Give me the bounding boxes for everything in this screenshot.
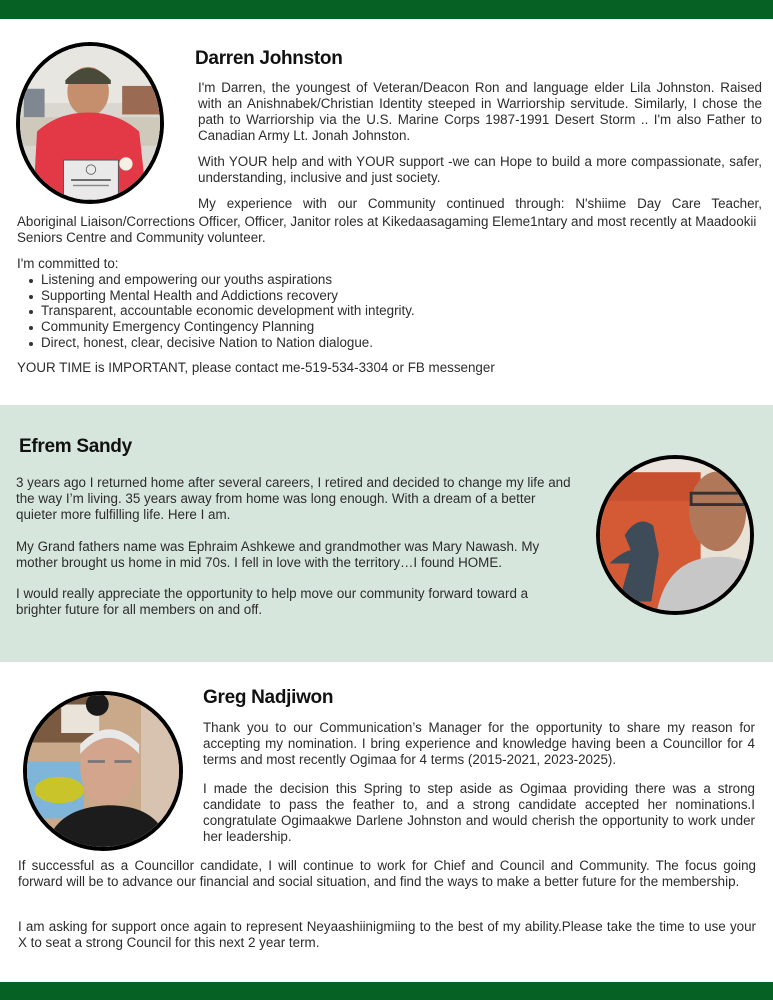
- candidate-name: Greg Nadjiwon: [203, 687, 334, 708]
- candidate-bio-paragraph: I would really appreciate the opportunity to help move our community forward toward a brighter future for all members on and off.: [16, 586, 529, 617]
- list-item: Supporting Mental Health and Addictions recovery: [17, 288, 617, 304]
- commitments-heading: I'm committed to:: [17, 256, 119, 271]
- candidate-section-efrem-sandy: [0, 405, 773, 662]
- top-banner-bar: [0, 0, 773, 19]
- candidate-photo-efrem-sandy: [596, 455, 754, 615]
- candidate-name: Efrem Sandy: [19, 436, 132, 457]
- portrait-image: [600, 459, 750, 611]
- contact-line: YOUR TIME is IMPORTANT, please contact me-519-534-3304 or FB messenger: [17, 360, 495, 375]
- candidate-bio-paragraph: If successful as a Councillor candidate, I will continue to work for Chief and Council and Community. The focus going forward will be to advance our financial and social situation, and find the ways to make a better future for the membership.: [18, 858, 756, 889]
- commitments-list: [17, 272, 617, 351]
- candidate-bio-paragraph: My Grand fathers name was Ephraim Ashkewe and grandmother was Mary Nawash. My mother brought us home in mid 70s. I fell in love with the territory…I found HOME.: [16, 539, 540, 570]
- candidate-bio-paragraph: With YOUR help and with YOUR support -we can Hope to build a more compassionate, safer, understanding, inclusive and just society.: [198, 154, 762, 185]
- candidate-bio-paragraph: Thank you to our Communication’s Manager for the opportunity to share my reason for accepting my nomination. I bring experience and knowledge having been a Councillor for 4 terms and most recently Ogimaa for 4 terms (2015-2021, 2023-2025).: [203, 720, 755, 767]
- candidate-photo-darren-johnston: [16, 42, 164, 204]
- candidate-bio-paragraph: I made the decision this Spring to step aside as Ogimaa providing there was a strong candidate to pass the feather to, and a strong candidate accepted her nominations.I congratulate Ogimaakwe Darlene Johnston and would cherish the opportunity to work under her leadership.: [203, 781, 755, 844]
- candidate-photo-greg-nadjiwon: [23, 691, 183, 851]
- candidate-bio-paragraph: I'm Darren, the youngest of Veteran/Deacon Ron and language elder Lila Johnston. Raised with an Anishnabek/Christian Identity steeped in Warriorship servitude. Similarly, I chose the path to Warriorship via the U.S. Marine Corps 1987-1991 Desert Storm .. I'm also Father to Canadian Army Lt. Jonah Johnston.: [198, 80, 762, 143]
- candidate-bio-paragraph: I am asking for support once again to represent Neyaashiinigmiing to the best of my ability.Please take the time to use your X to seat a strong Council for this next 2 year term.: [18, 919, 756, 950]
- candidate-section-darren-johnston: [0, 19, 773, 405]
- bottom-banner-bar: [0, 982, 773, 1000]
- candidate-bio-paragraph: 3 years ago I returned home after several careers, I retired and decided to change my life and the way I’m living. 35 years away from home was long enough. With a dream of a better quieter more fulfilling life. Here I am.: [16, 475, 571, 522]
- candidate-bio-paragraph: My experience with our Community continued through: N'shiime Day Care Teacher,: [198, 196, 762, 211]
- candidate-section-greg-nadjiwon: [0, 662, 773, 982]
- list-item: Transparent, accountable economic development with integrity.: [17, 303, 617, 319]
- candidate-name: Darren Johnston: [195, 48, 343, 69]
- candidate-bio-paragraph: Aboriginal Liaison/Corrections Officer, Officer, Janitor roles at Kikedaasagaming Eleme1ntary and most recently at Maadookii Seniors Centre and Community volunteer.: [17, 214, 757, 245]
- portrait-image: [27, 695, 179, 847]
- list-item: Community Emergency Contingency Planning: [17, 319, 617, 335]
- list-item: Direct, honest, clear, decisive Nation to Nation dialogue.: [17, 335, 617, 351]
- portrait-image: [20, 46, 160, 200]
- list-item: Listening and empowering our youths aspirations: [17, 272, 617, 288]
